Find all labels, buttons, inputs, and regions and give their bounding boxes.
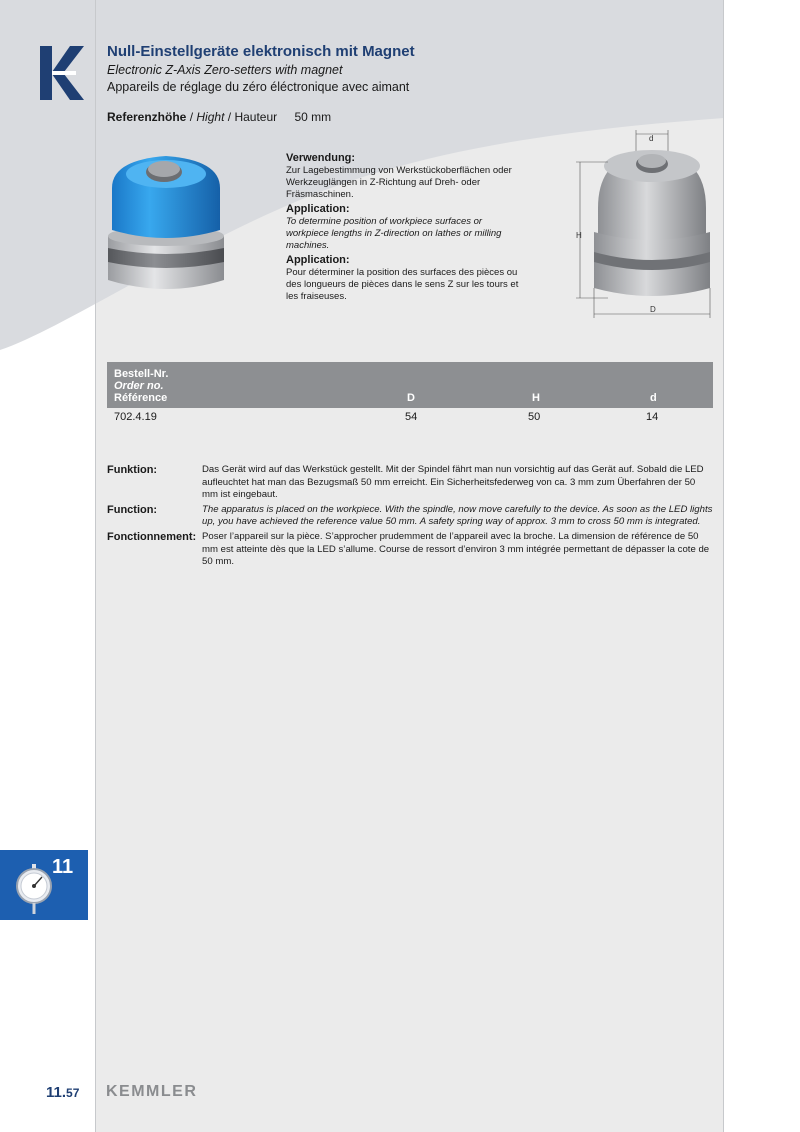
usage-text-de: Zur Lagebestimmung von Werkstückoberflächen oder Werkzeuglängen in Z-Richtung auf Dreh- oder Fräsmaschinen. (286, 165, 512, 200)
function-block (107, 464, 713, 571)
header-order-de: Bestell-Nr. (114, 368, 169, 380)
header-order-en: Order no. (114, 380, 164, 392)
dial-gauge-icon (12, 864, 56, 916)
title-english: Electronic Z-Axis Zero-setters with magnet (107, 63, 343, 77)
page-number-main: 11. (46, 1084, 67, 1101)
function-label-de: Funktion: (107, 464, 158, 476)
header-col-H: H (532, 392, 540, 404)
dim-d-label: d (649, 134, 654, 143)
function-text-de: Das Gerät wird auf das Werkstück gestellt. Mit der Spindel fährt man nun vorsichtig auf das Gerät auf. Sobald die LED aufleuchtet hat man das Bezugsmaß 50 mm erreicht. Ein Sicherheitsfederweg von ca. 3 mm zum Überfahren der 50 mm ist eingebaut. (202, 464, 704, 501)
usage-text-fr: Pour déterminer la position des surfaces des pièces ou des longueurs de pièces dans le sens Z sur les tours et les fraiseuses. (286, 267, 519, 302)
technical-drawing (568, 128, 718, 320)
header-col-d: d (650, 392, 657, 404)
reference-label-fr: Hauteur (234, 110, 278, 124)
function-text-fr: Poser l’appareil sur la pièce. S’approcher prudemment de l’appareil avec la broche. La dimension de référence de 50 mm est atteinte dès que la LED s’allume. Course de ressort d’environ 3 mm intégrée permettant de dépasser la cote de 50 mm. (202, 530, 710, 568)
header-col-D: D (407, 392, 415, 404)
cell-D: 54 (405, 411, 418, 423)
reference-label-de: Referenzhöhe (107, 110, 187, 124)
title-french: Appareils de réglage du zéro éléctronique avec aimant (107, 80, 410, 94)
function-label-fr: Fonctionnement: (107, 530, 197, 543)
usage-heading-de: Verwendung: (286, 152, 356, 164)
function-row-fr (107, 531, 713, 569)
reference-sep-2: / (227, 110, 232, 124)
table-row (107, 408, 713, 426)
brand-name: KEMMLER (106, 1083, 198, 1100)
chapter-tab[interactable] (0, 850, 88, 920)
cell-d: 14 (646, 411, 659, 423)
page-number-sub: 57 (66, 1086, 80, 1100)
table-header (107, 362, 713, 408)
function-label-en: Function: (107, 503, 158, 516)
description-block (286, 152, 526, 305)
function-row-en (107, 504, 713, 529)
title-german: Null-Einstellgeräte elektronisch mit Magnet (107, 43, 415, 60)
function-row-de (107, 464, 713, 502)
usage-heading-fr: Application: (286, 254, 350, 266)
reference-height (107, 110, 331, 124)
reference-label-en: Hight (196, 110, 225, 124)
function-text-en: The apparatus is placed on the workpiece. With the spindle, now move carefully to the device. As soon as the LED lights up, you have achieved the reference value 50 mm. A safety spring way of approx. 3 mm to cross 50 mm is integrated. (202, 503, 713, 528)
cell-H: 50 (528, 411, 541, 423)
page-number (46, 1084, 79, 1101)
chapter-number: 11 (52, 856, 74, 878)
usage-heading-en: Application: (286, 203, 350, 215)
product-photo (100, 148, 232, 298)
kemmler-logo (40, 46, 84, 100)
header-order-labels (114, 368, 168, 404)
usage-text-en: To determine position of workpiece surfaces or workpiece lengths in Z-direction on lathes or milling machines. (286, 216, 502, 251)
dim-H-label: H (576, 231, 582, 240)
reference-sep-1: / (189, 110, 194, 124)
header-order-fr: Référence (114, 392, 168, 404)
order-table (107, 362, 713, 426)
reference-value: 50 mm (294, 110, 332, 124)
dim-D-label: D (650, 305, 656, 314)
cell-order-no: 702.4.19 (114, 411, 157, 423)
